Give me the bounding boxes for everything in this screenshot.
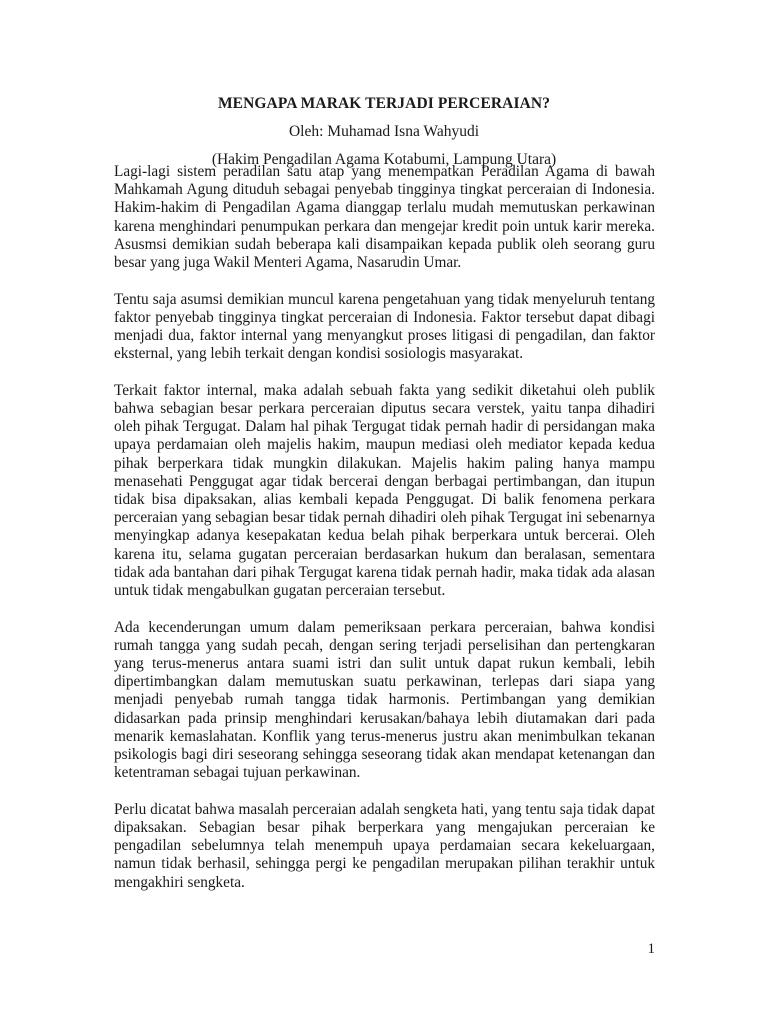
paragraph-1: Lagi-lagi sistem peradilan satu atap yang menempatkan Peradilan Agama di bawah Mahkamah Agung dituduh sebagai penyebab tingginya tingkat perceraian di Indonesia. Hakim-hakim di Pengadilan Agama dianggap terlalu mudah memutuskan perkawinan karena menghindari penumpukan perkara dan mengejar kredit poin untuk karir mereka. Asusmsi demikian sudah beberapa kali disampaikan kepada publik oleh seorang guru besar yang juga Wakil Menteri Agama, Nasarudin Umar.: [114, 163, 655, 272]
paragraph-4: Ada kecenderungan umum dalam pemeriksaan perkara perceraian, bahwa kondisi rumah tangga yang sudah pecah, dengan sering terjadi perselisihan dan pertengkaran yang terus-menerus antara suami istri dan sulit untuk dapat rukun kembali, lebih dipertimbangkan dalam memutuskan suatu perkawinan, terlepas dari siapa yang menjadi penyebab rumah tangga tidak harmonis. Pertimbangan yang demikian didasarkan pada prinsip menghindari kerusakan/bahaya lebih diutamakan dari pada menarik kemaslahatan. Konflik yang terus-menerus justru akan menimbulkan tekanan psikologis bagi diri seseorang sehingga seseorang tidak akan mendapat ketenangan dan ketentraman sebagai tujuan perkawinan.: [114, 618, 655, 782]
document-body: [114, 163, 655, 910]
document-author: Oleh: Muhamad Isna Wahyudi: [288, 123, 480, 140]
document-title: MENGAPA MARAK TERJADI PERCERAIAN?: [217, 95, 551, 112]
paragraph-2: Tentu saja asumsi demikian muncul karena pengetahuan yang tidak menyeluruh tentang faktor penyebab tingginya tingkat perceraian di Indonesia. Faktor tersebut dapat dibagi menjadi dua, faktor internal yang menyangkut proses litigasi di pengadilan, dan faktor eksternal, yang lebih terkait dengan kondisi sosiologis masyarakat.: [114, 290, 655, 363]
page-number: 1: [647, 941, 655, 957]
document-header: [114, 92, 654, 172]
document-affiliation: (Hakim Pengadilan Agama Kotabumi, Lampung Utara): [211, 151, 557, 168]
paragraph-5: Perlu dicatat bahwa masalah perceraian adalah sengketa hati, yang tentu saja tidak dapat dipaksakan. Sebagian besar pihak berperkara yang mengajukan perceraian ke pengadilan sebelumnya telah menempuh upaya perdamaian secara kekeluargaan, namun tidak berhasil, sehingga pergi ke pengadilan merupakan pilihan terakhir untuk mengakhiri sengketa.: [114, 800, 655, 891]
paragraph-3: Terkait faktor internal, maka adalah sebuah fakta yang sedikit diketahui oleh publik bahwa sebagian besar perkara perceraian diputus secara verstek, yaitu tanpa dihadiri oleh pihak Tergugat. Dalam hal pihak Tergugat tidak pernah hadir di persidangan maka upaya perdamaian oleh majelis hakim, maupun mediasi oleh mediator kepada kedua pihak berperkara tidak mungkin dilakukan. Majelis hakim paling hanya mampu menasehati Penggugat agar tidak bercerai dengan berbagai pertimbangan, dan itupun tidak bisa dipaksakan, alias kembali kepada Penggugat. Di balik fenomena perkara perceraian yang sebagian besar tidak pernah dihadiri oleh pihak Tergugat ini sebenarnya menyingkap adanya kesepakatan kedua belah pihak berperkara untuk bercerai. Oleh karena itu, selama gugatan perceraian berdasarkan hukum dan beralasan, sementara tidak ada bantahan dari pihak Tergugat karena tidak pernah hadir, maka tidak ada alasan untuk tidak mengabulkan gugatan perceraian tersebut.: [114, 381, 655, 600]
